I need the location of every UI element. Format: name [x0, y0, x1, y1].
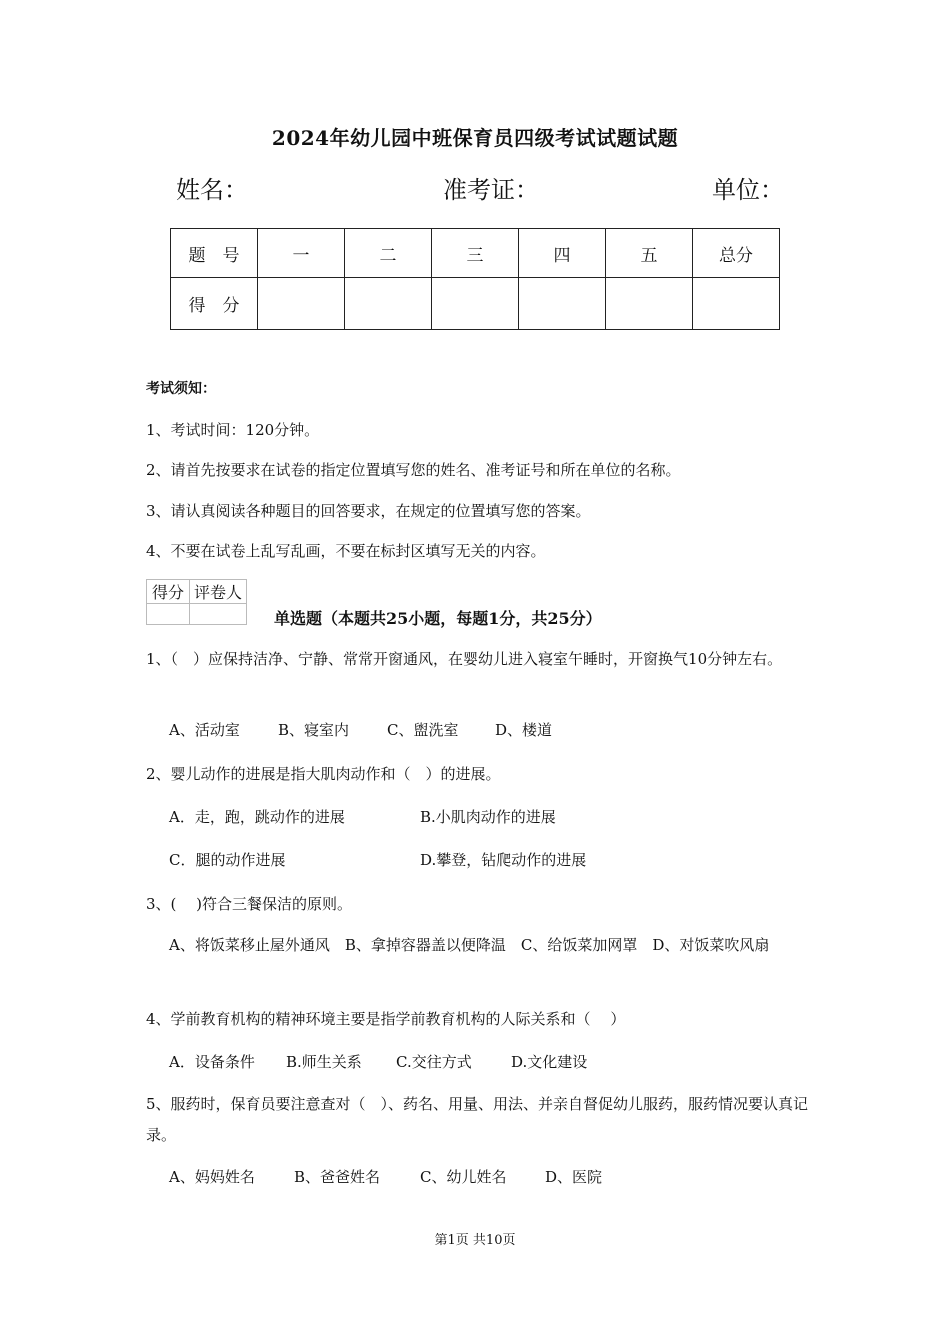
grader-score-label: 得分	[147, 580, 190, 604]
question-4-text: 4、学前教育机构的精神环境主要是指学前教育机构的人际关系和（ ）	[146, 1010, 626, 1028]
header-cell-2: 二	[345, 229, 432, 278]
score-cell-2[interactable]	[345, 278, 432, 330]
q2-option-b[interactable]: B.小肌肉动作的进展	[420, 808, 556, 826]
score-table-score-row	[171, 278, 780, 330]
notice-item: 2、请首先按要求在试卷的指定位置填写您的姓名、准考证号和所在单位的名称。	[146, 461, 681, 479]
header-cell-total: 总分	[693, 229, 780, 278]
grader-reviewer-label: 评卷人	[190, 580, 247, 604]
question-1-text: 1、（ ）应保持洁净、宁静、常常开窗通风，在婴幼儿进入寝室午睡时，开窗换气10分钟左右。	[146, 650, 783, 668]
grader-reviewer-cell[interactable]	[190, 604, 247, 625]
notice-item: 3、请认真阅读各种题目的回答要求，在规定的位置填写您的答案。	[146, 502, 591, 520]
question-2-text: 2、婴儿动作的进展是指大肌肉动作和（ ）的进展。	[146, 765, 501, 783]
q5-option-b[interactable]: B、爸爸姓名	[294, 1168, 381, 1186]
q5-option-d[interactable]: D、医院	[545, 1168, 603, 1186]
q4-option-c[interactable]: C.交往方式	[396, 1053, 472, 1071]
q1-option-c[interactable]: C、盥洗室	[387, 721, 459, 739]
notice-title: 考试须知：	[146, 381, 216, 397]
grader-score-cell[interactable]	[147, 604, 190, 625]
q4-option-a[interactable]: A．设备条件	[169, 1053, 255, 1071]
header-cell-5: 五	[606, 229, 693, 278]
grader-box	[146, 579, 247, 625]
score-cell-total[interactable]	[693, 278, 780, 330]
q1-option-b[interactable]: B、寝室内	[278, 721, 350, 739]
name-field-label: 姓名：	[176, 176, 248, 204]
unit-field-label: 单位：	[712, 176, 784, 204]
header-cell-4: 四	[519, 229, 606, 278]
section-title: 单选题（本题共25小题，每题1分，共25分）	[274, 609, 602, 628]
question-5-text: 5、服药时，保育员要注意查对（ ）、药名、用量、用法、并亲自督促幼儿服药，服药情况要认真记录。	[146, 1095, 809, 1144]
q1-option-d[interactable]: D、楼道	[495, 721, 553, 739]
score-cell-4[interactable]	[519, 278, 606, 330]
score-cell-3[interactable]	[432, 278, 519, 330]
score-table-header-row	[171, 229, 780, 278]
score-table	[170, 228, 780, 330]
q5-option-c[interactable]: C、幼儿姓名	[420, 1168, 507, 1186]
q5-option-a[interactable]: A、妈妈姓名	[169, 1168, 255, 1186]
score-cell-1[interactable]	[258, 278, 345, 330]
notice-item: 1、考试时间：120分钟。	[146, 421, 320, 439]
page-footer: 第1页 共10页	[434, 1233, 516, 1248]
q3-options[interactable]: A、将饭菜移止屋外通风 B、拿掉容器盖以便降温 C、给饭菜加网罩 D、对饭菜吹风扇	[169, 936, 770, 954]
score-row-label: 得 分	[171, 278, 258, 330]
question-3-text: 3、( )符合三餐保洁的原则。	[146, 895, 353, 913]
exam-number-field-label: 准考证：	[443, 176, 539, 204]
header-cell-label: 题 号	[171, 229, 258, 278]
notice-item: 4、不要在试卷上乱写乱画，不要在标封区填写无关的内容。	[146, 542, 546, 560]
score-cell-5[interactable]	[606, 278, 693, 330]
header-cell-1: 一	[258, 229, 345, 278]
q4-option-b[interactable]: B.师生关系	[286, 1053, 362, 1071]
q4-option-d[interactable]: D.文化建设	[511, 1053, 588, 1071]
q2-option-c[interactable]: C．腿的动作进展	[169, 851, 286, 869]
header-cell-3: 三	[432, 229, 519, 278]
q2-option-a[interactable]: A．走，跑，跳动作的进展	[169, 808, 345, 826]
page-title: 2024年幼儿园中班保育员四级考试试题试题	[271, 126, 679, 150]
q1-option-a[interactable]: A、活动室	[169, 721, 240, 739]
q2-option-d[interactable]: D.攀登，钻爬动作的进展	[420, 851, 587, 869]
